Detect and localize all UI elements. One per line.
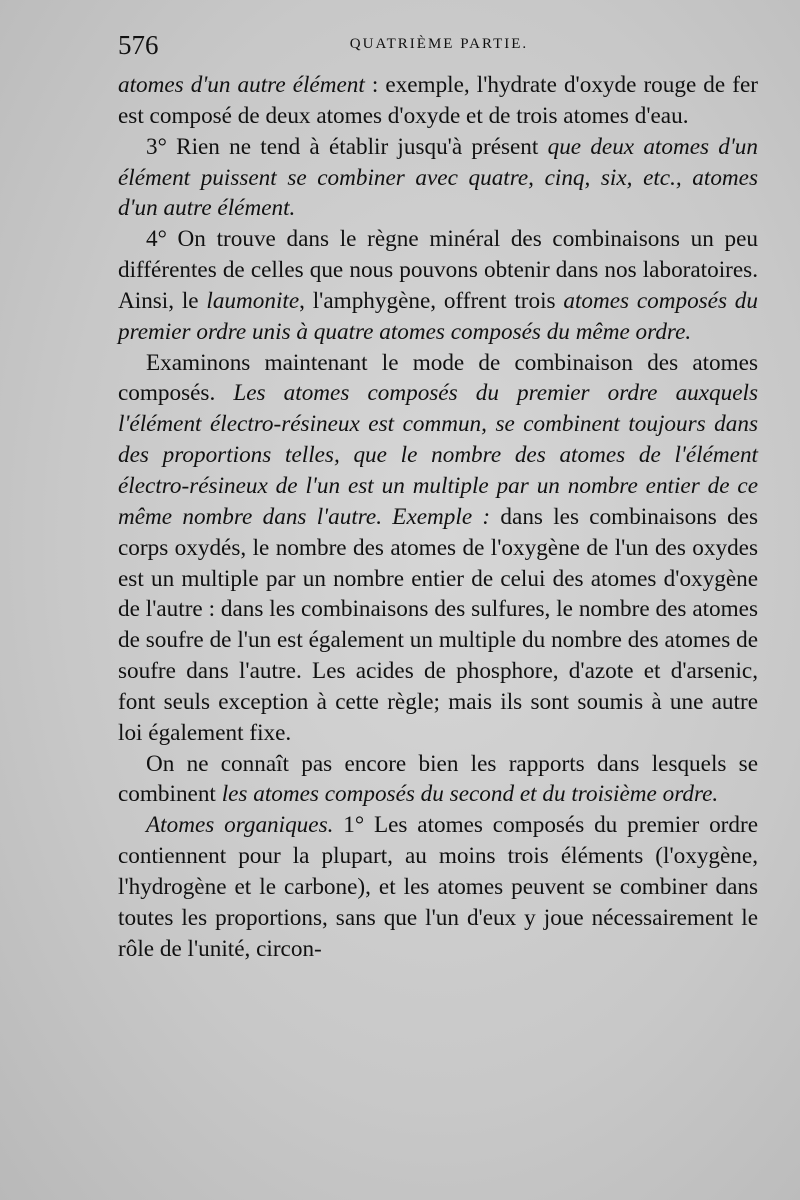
paragraph [118, 810, 758, 964]
italic-text: Atomes organiques. [146, 812, 334, 839]
italic-text: laumonite [206, 287, 300, 314]
page-header [118, 30, 760, 66]
paragraph [118, 348, 758, 749]
paragraph [118, 749, 758, 811]
italic-text: Les atomes composés du premier ordre auxquels l'élément électro-résineux est commun, se combinent toujours dans des proportions telles, que le nombre des atomes de l'élément électro-résineux de l'un est un multiple par un nombre entier de ce même nombre dans l'autre. Exemple : [118, 380, 759, 530]
text-run: 3° Rien ne tend à établir jusqu'à présent [146, 133, 548, 160]
text-run: 4° On trouve dans le règne minéral des combinaisons un peu différentes de celles que nous pouvons obtenir dans nos laboratoires. Ainsi, le [118, 226, 758, 314]
italic-text: que deux atomes d'un élément puissent se combiner avec quatre, cinq, six, etc., atomes d'un autre élément. [118, 133, 758, 222]
italic-text: les atomes composés du second et du troisième ordre. [221, 781, 719, 808]
text-run: dans les combinaisons des corps oxydés, le nombre des atomes de l'oxygène de l'un des oxydes est un multiple par un nombre entier de celui des atomes d'oxygène de l'autre : dans les combinaisons des sulfures, le nombre des atomes de soufre de l'un est également un multiple du nombre des atomes de soufre dans l'autre. Les acides de phosphore, d'azote et d'arsenic, font seuls exception à cette règle; mais ils sont soumis à une autre loi également fixe. [118, 503, 758, 746]
paragraph [118, 132, 758, 225]
paragraph [118, 224, 758, 347]
text-run: On ne connaît pas encore bien les rapports dans lesquels se combinent [118, 750, 758, 808]
text-run: Examinons maintenant le mode de combinaison des atomes composés. [118, 349, 758, 407]
italic-text: atomes d'un autre élément [118, 72, 365, 98]
italic-text: atomes composés du premier ordre unis à quatre atomes composés du même ordre. [118, 287, 758, 345]
running-title: QUATRIÈME PARTIE. [349, 36, 529, 52]
text-run: , l'amphygène, offrent trois [299, 287, 564, 314]
text-run: : exemple, l'hydrate d'oxyde rouge de fer est composé de deux atomes d'oxyde et de trois atomes d'eau. [118, 72, 758, 129]
text-run: 1° Les atomes composés du premier ordre contiennent pour la plupart, au moins trois éléments (l'oxygène, l'hydrogène et le carbone), et les atomes peuvent se combiner dans toutes les proportions, sans que l'un d'eux y joue nécessairement le rôle de l'unité, circon- [118, 812, 758, 962]
body-text [118, 70, 758, 964]
page-number: 576 [118, 30, 159, 60]
paragraph [118, 70, 758, 132]
